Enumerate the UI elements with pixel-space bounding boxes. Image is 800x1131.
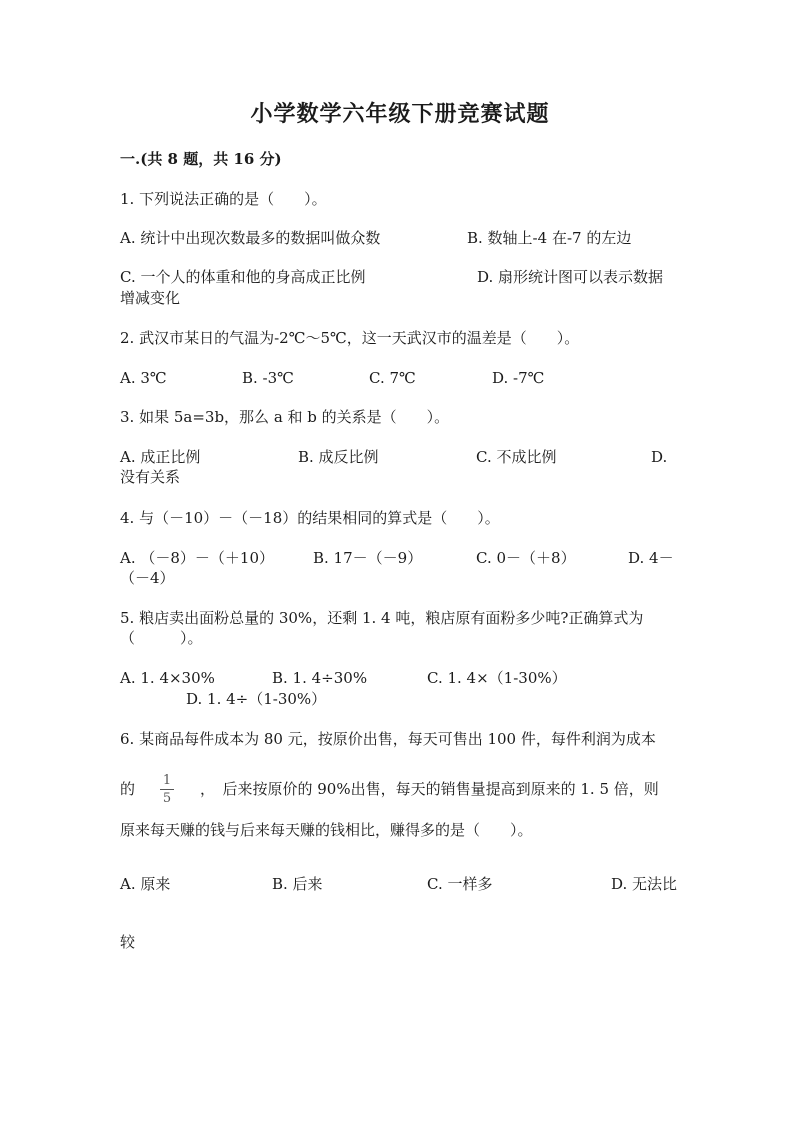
question-4-option-d-continued: （－4） xyxy=(120,569,175,587)
question-2-stem: 2. 武汉市某日的气温为-2℃～5℃，这一天武汉市的温差是（ ）。 xyxy=(120,329,580,347)
question-4-option-b: B. 17－（－9） xyxy=(313,549,423,567)
question-6-stem-line-2-prefix: 的 xyxy=(120,780,136,798)
question-2-option-b: B. -3℃ xyxy=(242,369,294,387)
question-5-option-b: B. 1. 4÷30% xyxy=(272,669,368,687)
section-header: 一.(共 8 题，共 16 分) xyxy=(120,150,282,168)
question-2-option-d: D. -7℃ xyxy=(492,369,545,387)
fraction-numerator: 1 xyxy=(162,773,172,788)
question-5-stem-continued: （ ）。 xyxy=(120,629,203,647)
question-3-stem: 3. 如果 5a=3b，那么 a 和 b 的关系是（ ）。 xyxy=(120,408,450,426)
question-5-stem: 5. 粮店卖出面粉总量的 30%，还剩 1. 4 吨，粮店原有面粉多少吨?正确算式为 xyxy=(120,609,644,627)
question-1-option-c: C. 一个人的体重和他的身高成正比例 xyxy=(120,268,366,286)
question-6-option-d-continued: 较 xyxy=(120,933,136,951)
fraction-one-fifth xyxy=(158,773,176,806)
question-3-option-c: C. 不成比例 xyxy=(476,448,557,466)
question-5-option-d: D. 1. 4÷（1-30%） xyxy=(186,690,327,708)
question-6-stem-line-2: ， 后来按原价的 90%出售，每天的销售量提高到原来的 1. 5 倍，则 xyxy=(200,780,659,798)
question-1-option-d-continued: 增减变化 xyxy=(120,289,181,307)
question-5-option-c: C. 1. 4×（1-30%） xyxy=(427,669,567,687)
question-2-option-a: A. 3℃ xyxy=(120,369,167,387)
question-3-option-b: B. 成反比例 xyxy=(298,448,379,466)
question-4-option-d: D. 4－ xyxy=(628,549,674,567)
question-6-option-d: D. 无法比 xyxy=(611,875,678,893)
question-6-option-c: C. 一样多 xyxy=(427,875,493,893)
question-3-option-d-continued: 没有关系 xyxy=(120,468,181,486)
question-4-option-c: C. 0－（＋8） xyxy=(476,549,576,567)
fraction-bar xyxy=(160,789,174,790)
fraction-denominator: 5 xyxy=(162,791,172,806)
question-4-option-a: A. （－8）－（＋10） xyxy=(120,549,274,567)
question-1-stem: 1. 下列说法正确的是（ ）。 xyxy=(120,190,327,208)
question-6-stem-line-1: 6. 某商品每件成本为 80 元，按原价出售，每天可售出 100 件，每件利润为成本 xyxy=(120,730,656,748)
question-1-option-a: A. 统计中出现次数最多的数据叫做众数 xyxy=(120,229,381,247)
question-3-option-a: A. 成正比例 xyxy=(120,448,201,466)
question-4-stem: 4. 与（－10）－（－18）的结果相同的算式是（ ）。 xyxy=(120,509,500,527)
question-1-option-b: B. 数轴上-4 在-7 的左边 xyxy=(467,229,632,247)
question-2-option-c: C. 7℃ xyxy=(369,369,416,387)
question-6-option-a: A. 原来 xyxy=(120,875,171,893)
question-6-stem-line-3: 原来每天赚的钱与后来每天赚的钱相比，赚得多的是（ ）。 xyxy=(120,821,533,839)
question-5-option-a: A. 1. 4×30% xyxy=(120,669,215,687)
question-1-option-d: D. 扇形统计图可以表示数据 xyxy=(477,268,664,286)
question-6-option-b: B. 后来 xyxy=(272,875,323,893)
page-title: 小学数学六年级下册竞赛试题 xyxy=(250,101,550,127)
question-3-option-d: D. xyxy=(651,448,668,466)
